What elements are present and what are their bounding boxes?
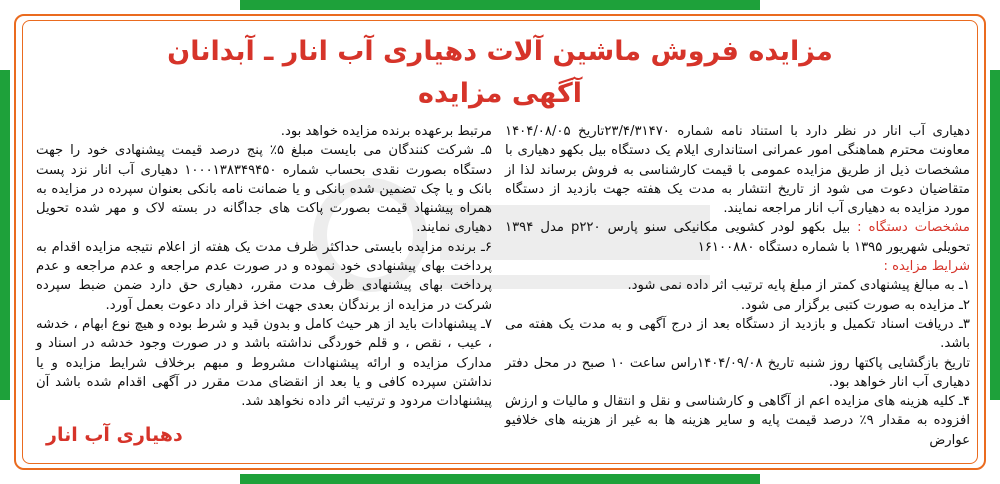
notice-subtitle: آگهی مزایده bbox=[418, 78, 582, 109]
condition-2: ۲ـ مزایده به صورت کتبی برگزار می شود. bbox=[740, 297, 970, 313]
condition-3: ۳ـ دریافت اسناد تکمیل و بازدید از دستگاه بعد از درج آگهی و به مدت یک هفته می باشد. bbox=[505, 316, 970, 352]
green-bar-left bbox=[0, 70, 10, 400]
condition-4-continued: مرتبط برعهده برنده مزایده خواهد بود. bbox=[280, 124, 492, 139]
signature: دهیاری آب انار bbox=[46, 424, 183, 446]
conditions-label: شرایط مزایده : bbox=[883, 259, 970, 275]
left-column bbox=[36, 122, 492, 411]
green-bar-right bbox=[990, 70, 1000, 400]
opening-date: تاریخ بازگشایی پاکتها روز شنبه تاریخ ۱۴۰۴/۰۹/۰۸راس ساعت ۱۰ صبح در محل دفتر دهیاری آب انار خواهد بود. bbox=[505, 355, 971, 390]
condition-5: ۵ـ شرکت کنندگان می بایست مبلغ ۵٪ پنج درصد قیمت پیشنهادی خود را جهت دستگاه بصورت نقدی بحساب شماره ۱۰۰۰۱۳۸۳۴۹۴۵۰ دهیاری آب انار نزد پست بانک و یا چک تضمین شده بانکی و یا ضمانت نامه بانکی بعنوان سپرده در مزایده به همراه پیشنهاد قیمت بصورت پاکت های جداگانه در بسته لاک و مهر شده تحویل دهیاری نمایند. bbox=[36, 143, 493, 236]
condition-7: ۷ـ پیشنهادات باید از هر حیث کامل و بدون قید و شرط بوده و هیچ نوع ابهام ، خدشه ، عیب ، نقص ، و قلم خوردگی نداشته باشد و در صورت وجود خدشه در اسناد و مدارک مزایده و ارائه پیشنهادات مشروط و مبهم برخلاف شرایط مزایده و یا نداشتن سپرده کافی و یا بعد از انقضای مدت مقرر در آگهی اقدام شده باشد آن پیشنهادات مردود و ترتیب اثر داده نخواهد شد. bbox=[36, 316, 492, 410]
notice-title: مزایده فروش ماشین آلات دهیاری آب انار ـ آبدانان bbox=[167, 36, 833, 67]
right-column bbox=[505, 122, 970, 450]
intro-paragraph: دهیاری آب انار در نظر دارد با استناد نامه شماره ۲۳/۴/۳۱۴۷۰تاریخ ۱۴۰۴/۰۸/۰۵ معاونت محترم هماهنگی امور عمرانی استانداری ایلام یک دستگاه بیل بکهو دهیاری با مشخصات ذیل از طریق مزایده عمومی با قیمت کارشناسی به فروش برساند لذا از متقاضیان دعوت می شود از تاریخ انتشار به مدت یک هفته جهت بازدید از دستگاه مورد مزایده به دهیاری آب انار مراجعه نمایند. bbox=[505, 124, 971, 217]
condition-1: ۱ـ به مبالغ پیشنهادی کمتر از مبلغ پایه ترتیب اثر داده نمی شود. bbox=[627, 278, 970, 294]
green-bar-bottom bbox=[240, 474, 760, 484]
green-bar-top bbox=[240, 0, 760, 10]
specs-text: بیل بکهو لودر کشویی مکانیکی سنو پارس p۲۲۰ مدل ۱۳۹۴ تحویلی شهریور ۱۳۹۵ با شماره دستگاه ۱۶۱۰۰۸۸۰ bbox=[505, 220, 970, 255]
condition-4: ۴ـ کلیه هزینه های مزایده اعم از آگاهی و کارشناسی و نقل و انتقال و مالیات و ارزش افزوده به مقدار ۹٪ درصد قیمت پایه و سایر هزینه ها به غیر از هزینه های خلافیو عوارض bbox=[505, 394, 970, 448]
specs-paragraph bbox=[505, 218, 970, 257]
specs-label: مشخصات دستگاه : bbox=[857, 220, 970, 236]
condition-6: ۶ـ برنده مزایده بایستی حداکثر ظرف مدت یک هفته از اعلام نتیجه مزایده اقدام به پرداخت بهای پیشنهادی خود نموده و در صورت عدم مراجعه و عدم مراجعه و عدم پرداخت بهای پیشنهادی ظرف مدت مقرر، دهیاری حق دارد ضمن ضبط سپرده شرکت در مزایده از برندگان بعدی جهت اخذ قرار داد دعوت بعمل آورد. bbox=[36, 239, 492, 313]
